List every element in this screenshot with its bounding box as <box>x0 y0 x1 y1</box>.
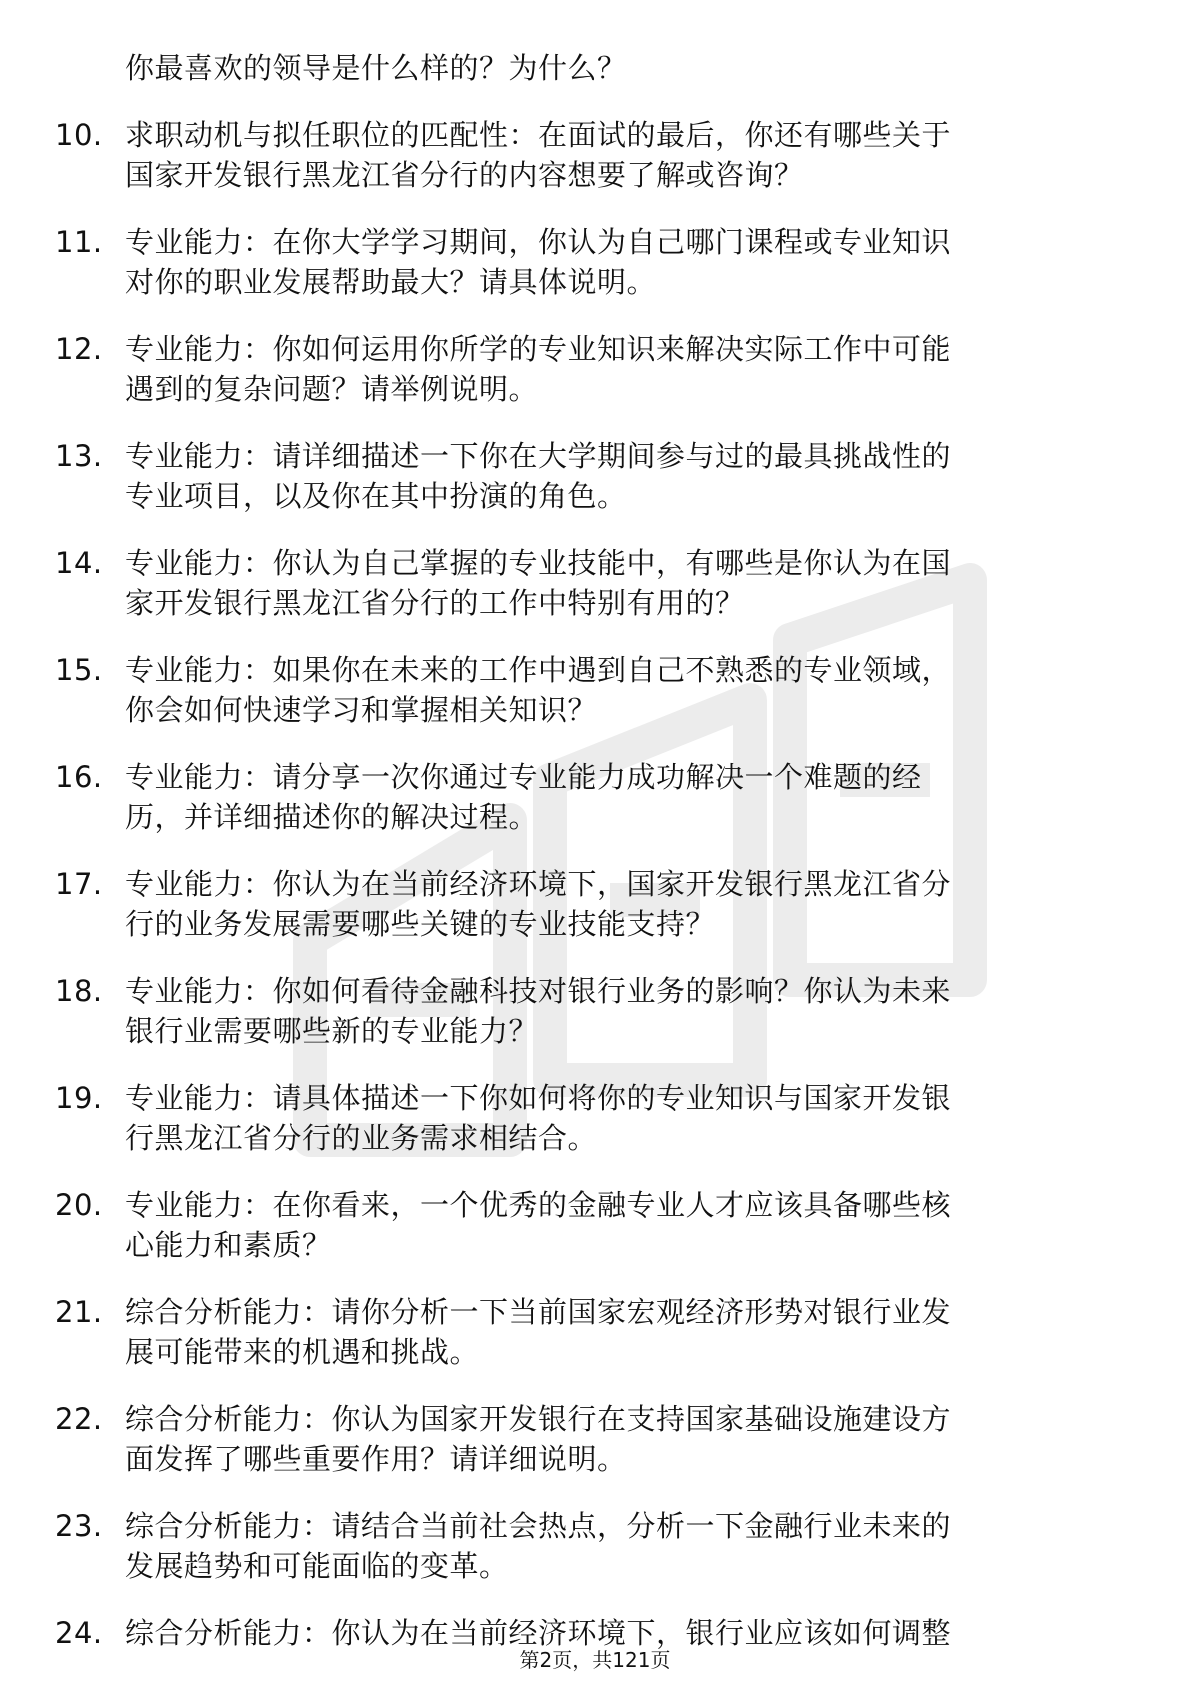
question-text-line: 面发挥了哪些重要作用？请详细说明。 <box>125 1442 627 1476</box>
question-text-line: 国家开发银行黑龙江省分行的内容想要了解或咨询？ <box>125 158 804 192</box>
question-number: 15. <box>55 653 103 687</box>
question-text-line: 行黑龙江省分行的业务需求相结合。 <box>125 1121 598 1155</box>
question-text-line: 展可能带来的机遇和挑战。 <box>125 1335 480 1369</box>
question-text-line: 对你的职业发展帮助最大？请具体说明。 <box>125 265 657 299</box>
question-text-line: 专业能力：请具体描述一下你如何将你的专业知识与国家开发银 <box>125 1081 952 1115</box>
question-text-line: 专业能力：如果你在未来的工作中遇到自己不熟悉的专业领域， <box>125 653 952 687</box>
question-text-line: 你会如何快速学习和掌握相关知识？ <box>125 693 598 727</box>
question-text-line: 行的业务发展需要哪些关键的专业技能支持？ <box>125 907 716 941</box>
question-text-line: 专业能力：你认为在当前经济环境下，国家开发银行黑龙江省分 <box>125 867 952 901</box>
list-item <box>55 1506 1130 1586</box>
list-item <box>55 1078 1130 1158</box>
list-item <box>55 864 1130 944</box>
question-text-line: 综合分析能力：你认为国家开发银行在支持国家基础设施建设方 <box>125 1402 952 1436</box>
question-text-line: 专业能力：你如何看待金融科技对银行业务的影响？你认为未来 <box>125 974 952 1008</box>
question-text-line: 综合分析能力：请结合当前社会热点，分析一下金融行业未来的 <box>125 1509 952 1543</box>
question-number: 21. <box>55 1295 103 1329</box>
question-number: 20. <box>55 1188 103 1222</box>
question-text-line: 家开发银行黑龙江省分行的工作中特别有用的？ <box>125 586 745 620</box>
question-text-line: 遇到的复杂问题？请举例说明。 <box>125 372 539 406</box>
question-number: 11. <box>55 225 103 259</box>
list-item-continuation <box>55 48 1130 88</box>
list-item <box>55 115 1130 195</box>
question-text-line: 求职动机与拟任职位的匹配性：在面试的最后，你还有哪些关于 <box>125 118 952 152</box>
question-number: 17. <box>55 867 103 901</box>
question-number: 14. <box>55 546 103 580</box>
question-text-line: 专业能力：在你看来，一个优秀的金融专业人才应该具备哪些核 <box>125 1188 952 1222</box>
question-text-line: 心能力和素质？ <box>125 1228 332 1262</box>
page-footer: 第2页，共121页 <box>519 1648 671 1672</box>
question-list <box>55 48 1130 1680</box>
question-text-line: 综合分析能力：请你分析一下当前国家宏观经济形势对银行业发 <box>125 1295 952 1329</box>
question-text-line: 专业能力：请分享一次你通过专业能力成功解决一个难题的经 <box>125 760 922 794</box>
question-text-line: 专业能力：你认为自己掌握的专业技能中，有哪些是你认为在国 <box>125 546 952 580</box>
question-text-line: 你最喜欢的领导是什么样的？为什么？ <box>125 51 627 85</box>
list-item <box>55 650 1130 730</box>
list-item <box>55 1399 1130 1479</box>
list-item <box>55 1613 1130 1653</box>
question-number: 19. <box>55 1081 103 1115</box>
question-text-line: 发展趋势和可能面临的变革。 <box>125 1549 509 1583</box>
question-number: 10. <box>55 118 103 152</box>
question-number: 23. <box>55 1509 103 1543</box>
list-item <box>55 543 1130 623</box>
question-text-line: 专业能力：请详细描述一下你在大学期间参与过的最具挑战性的 <box>125 439 952 473</box>
question-text-line: 银行业需要哪些新的专业能力？ <box>125 1014 539 1048</box>
list-item <box>55 222 1130 302</box>
question-number: 12. <box>55 332 103 366</box>
question-text-line: 历，并详细描述你的解决过程。 <box>125 800 539 834</box>
question-text-line: 专业项目，以及你在其中扮演的角色。 <box>125 479 627 513</box>
list-item <box>55 1185 1130 1265</box>
question-text-line: 综合分析能力：你认为在当前经济环境下，银行业应该如何调整 <box>125 1616 952 1650</box>
question-text-line: 专业能力：你如何运用你所学的专业知识来解决实际工作中可能 <box>125 332 952 366</box>
list-item <box>55 436 1130 516</box>
question-number: 16. <box>55 760 103 794</box>
question-number: 22. <box>55 1402 103 1436</box>
list-item <box>55 971 1130 1051</box>
question-number: 24. <box>55 1616 103 1650</box>
question-number: 18. <box>55 974 103 1008</box>
list-item <box>55 1292 1130 1372</box>
question-text-line: 专业能力：在你大学学习期间，你认为自己哪门课程或专业知识 <box>125 225 952 259</box>
question-number: 13. <box>55 439 103 473</box>
list-item <box>55 757 1130 837</box>
list-item <box>55 329 1130 409</box>
